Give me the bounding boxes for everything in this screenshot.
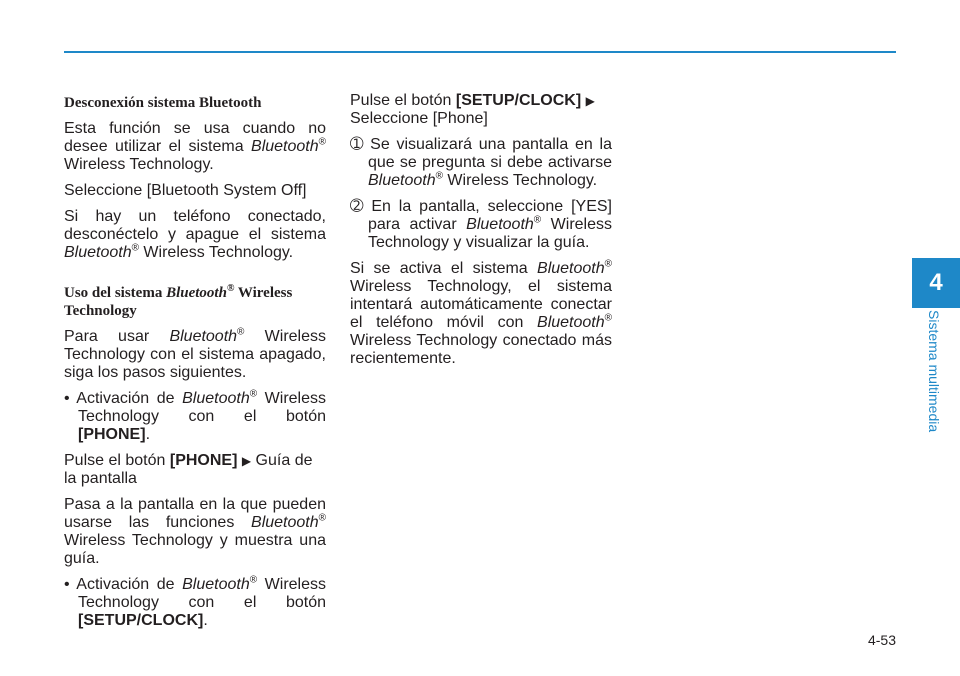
text-span: Uso del sistema: [64, 285, 167, 301]
text-span: Guía de la pantalla: [64, 452, 313, 487]
bluetooth-term: Bluetooth: [466, 216, 534, 233]
text-span: Wireless Technology con el sistema apagado, siga los pasos siguientes.: [64, 328, 327, 381]
bluetooth-term: Bluetooth: [251, 138, 319, 155]
bluetooth-term: Bluetooth: [169, 328, 238, 345]
arrow-icon: ▶: [585, 94, 595, 108]
arrow-icon: ▶: [241, 454, 252, 468]
text-span: Wireless Technology.: [64, 156, 214, 173]
text-span: • Activación de: [64, 576, 183, 593]
text-span: Se visualizará una pantalla en la que se pregunta si debe activarse: [363, 136, 612, 171]
page-number: 4-53: [867, 632, 896, 648]
bullet-phone-activation: [64, 390, 326, 444]
text-span: Pulse el botón: [64, 452, 170, 469]
step-1: [350, 136, 612, 190]
step-number-2: ➁: [350, 198, 364, 215]
paragraph-press-setup: [350, 92, 612, 128]
bluetooth-term: Bluetooth: [368, 172, 436, 189]
text-span: Seleccione [Phone]: [350, 110, 488, 127]
paragraph-phone-connected: [64, 208, 326, 262]
paragraph-press-phone: [64, 452, 326, 488]
text-span: Wireless Technology y muestra una guía.: [64, 532, 326, 567]
paragraph-auto-connect: [350, 260, 612, 368]
left-column: [64, 92, 326, 638]
bluetooth-term: Bluetooth: [537, 314, 605, 331]
bluetooth-term: Bluetooth: [64, 244, 132, 261]
setup-clock-button-label: [SETUP/CLOCK]: [455, 92, 582, 109]
bullet-setup-activation: [64, 576, 326, 630]
step-2: [350, 198, 612, 252]
bluetooth-term: Bluetooth: [251, 514, 319, 531]
heading-usage: [64, 284, 326, 320]
setup-clock-button-label: [SETUP/CLOCK]: [78, 612, 204, 629]
registered-mark: ®: [249, 574, 258, 586]
registered-mark: ®: [435, 170, 443, 182]
chapter-number: 4: [929, 269, 943, 296]
text-span: • Activación de: [64, 390, 183, 407]
registered-mark: ®: [604, 312, 612, 324]
text-span: Esta función se usa cuando no desee utilizar el sistema: [64, 120, 326, 155]
registered-mark: ®: [318, 512, 326, 524]
paragraph-screen-guide: [64, 496, 326, 568]
heading-disconnect: Desconexión sistema Bluetooth: [64, 95, 262, 111]
paragraph-disconnect-usage: [64, 120, 326, 174]
step-number-1: ➀: [350, 136, 364, 153]
text-span: Pasa a la pantalla en la que pueden usarse las funciones: [64, 496, 326, 531]
registered-mark: ®: [249, 388, 258, 400]
bluetooth-term: Bluetooth: [166, 285, 227, 301]
registered-mark: ®: [318, 136, 326, 148]
text-span: Para usar: [64, 328, 170, 345]
text-span: Wireless Technology.: [138, 244, 294, 261]
section-title: Sistema multimedia: [926, 310, 942, 433]
text-span: Wireless Technology con el botón: [78, 390, 327, 425]
text-span: .: [145, 426, 151, 443]
text-span: Pulse el botón: [350, 92, 456, 109]
text-span: Si se activa el sistema: [350, 260, 538, 277]
phone-button-label: [PHONE]: [169, 452, 238, 469]
bluetooth-term: Bluetooth: [537, 260, 605, 277]
phone-button-label: [PHONE]: [78, 426, 146, 443]
registered-mark: ®: [226, 283, 235, 294]
text-span: .: [203, 612, 208, 629]
text-span: Wireless Technology.: [442, 172, 598, 189]
header-rule: [64, 51, 896, 53]
text-span: Wireless Technology y visualizar la guía.: [368, 216, 612, 251]
registered-mark: ®: [533, 214, 542, 226]
paragraph-usage-intro: [64, 328, 326, 382]
registered-mark: ®: [237, 326, 245, 338]
bluetooth-term: Bluetooth: [182, 390, 250, 407]
text-span: Si hay un teléfono conectado, desconéctelo y apague el sistema: [64, 208, 326, 243]
right-column: [350, 92, 612, 376]
chapter-tab: [912, 258, 960, 308]
text-span: Wireless Technology: [64, 285, 293, 319]
registered-mark: ®: [604, 258, 612, 270]
text-span: Wireless Technology, el sistema intentará automáticamente conectar el teléfono móvil con: [350, 278, 612, 331]
text-span: Wireless Technology con el botón: [78, 576, 327, 611]
bluetooth-term: Bluetooth: [182, 576, 250, 593]
text-span: Wireless Technology conectado más recientemente.: [350, 332, 612, 367]
text-span: En la pantalla, seleccione [YES] para activar: [363, 198, 612, 233]
registered-mark: ®: [131, 242, 139, 254]
paragraph-select-off: Seleccione [Bluetooth System Off]: [64, 182, 307, 199]
